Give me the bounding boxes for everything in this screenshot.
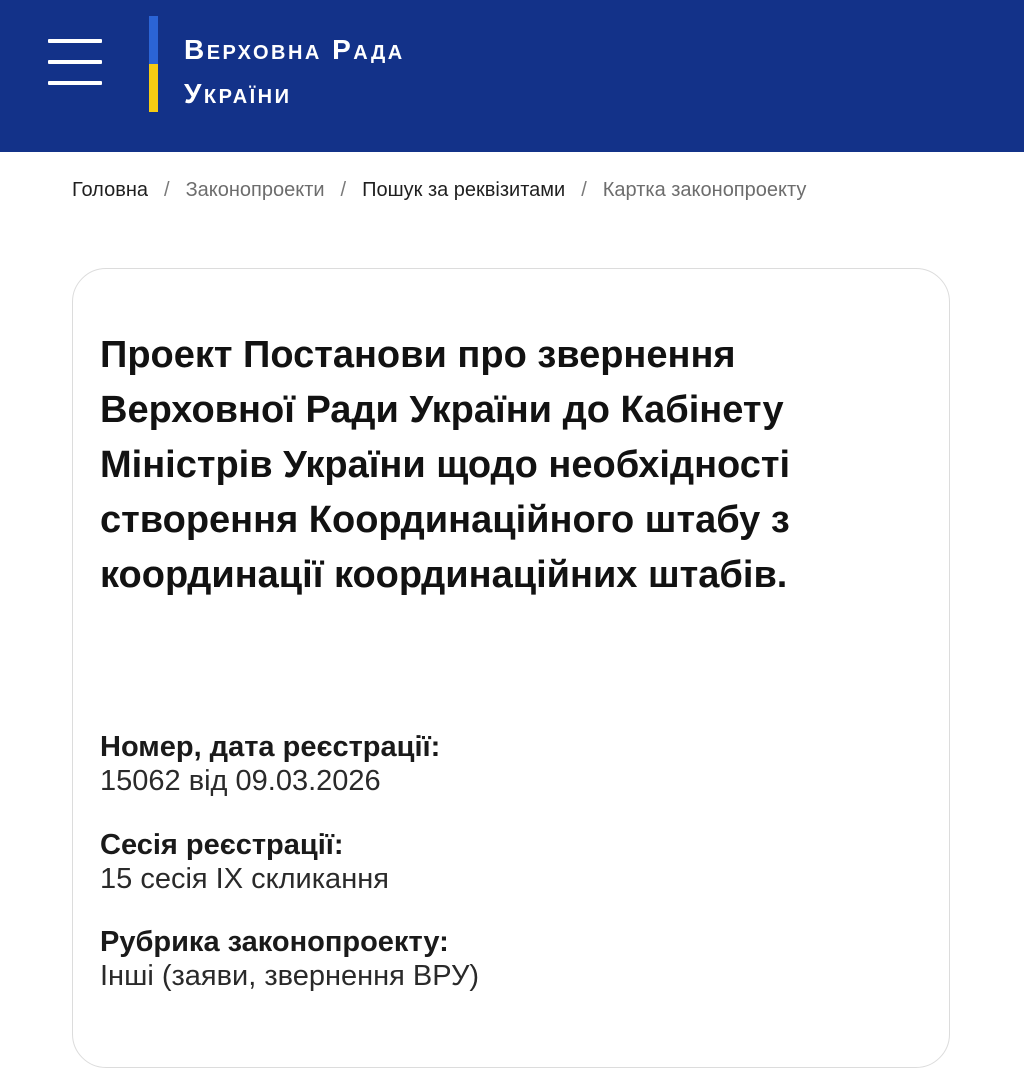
flag-yellow-stripe [149,64,158,112]
bill-title: Проект Постанови про звернення Верховної Ради України до Кабінету Міністрів України щодо необхідності створення Координаційного штабу з координації координаційних штабів. [100,334,791,596]
flag-bar [149,16,158,112]
breadcrumb [72,170,806,210]
breadcrumb-current: Картка законопроекту [602,178,807,201]
registration-field [100,730,440,798]
site-logo[interactable] [184,28,405,116]
flag-blue-stripe [149,16,158,64]
breadcrumb-home[interactable]: Головна [72,178,148,201]
session-value: 15 сесія IX скликання [100,863,389,895]
category-value: Інші (заяви, звернення ВРУ) [100,960,480,992]
breadcrumb-search[interactable]: Пошук за реквізитами [362,178,566,201]
breadcrumb-separator: / [164,178,170,201]
site-header [0,0,1024,152]
breadcrumb-separator: / [581,178,587,201]
breadcrumb-separator: / [340,178,347,201]
registration-value: 15062 від 09.03.2026 [100,765,381,797]
registration-label: Номер, дата реєстрації: [100,731,441,763]
logo-line-1: Верховна Рада [184,34,405,65]
hamburger-menu-icon[interactable] [48,38,102,90]
menu-line [48,60,102,64]
logo-line-2: України [184,78,292,109]
menu-line [48,81,102,85]
breadcrumb-bills[interactable]: Законопроекти [185,178,325,201]
menu-line [48,39,102,43]
session-label: Сесія реєстрації: [100,829,344,861]
category-field [100,925,479,993]
session-field [100,828,389,896]
category-label: Рубрика законопроекту: [100,926,449,958]
